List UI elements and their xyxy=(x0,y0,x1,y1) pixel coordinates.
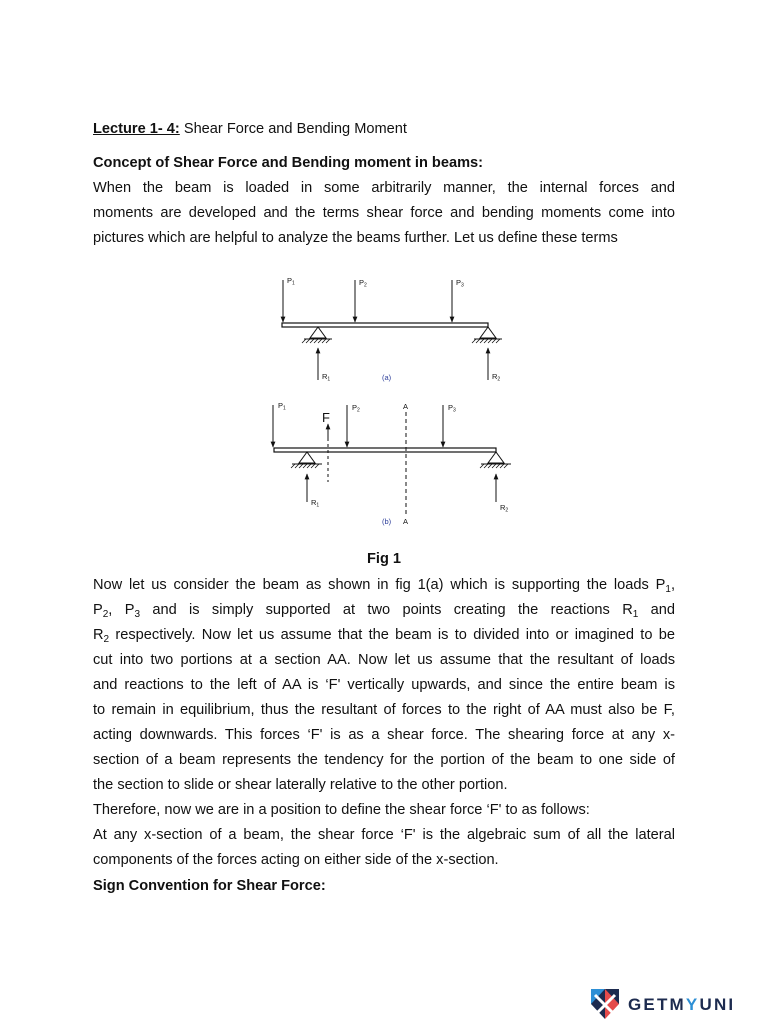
para2-line-8: section of a beam represents the tendency for the portion of the beam to one side of xyxy=(93,752,675,768)
shear-force-label: F xyxy=(322,410,330,425)
para2-line-6: to remain in equilibrium, thus the resultant of forces to the right of AA must also be F, xyxy=(93,702,675,718)
load-p2-label-a: $P_2$ xyxy=(359,278,367,289)
load-p3-label-a: $P_3$ xyxy=(456,278,464,289)
intro-line-3: pictures which are helpful to analyze the beams further. Let us define these terms xyxy=(93,230,618,246)
caption-a: (a) xyxy=(382,373,392,382)
para2-line-9: the section to slide or shear laterally relative to the other portion. xyxy=(93,777,508,793)
figure-caption: Fig 1 xyxy=(366,551,402,567)
support-left-a xyxy=(302,327,332,343)
section-a-top-label: A xyxy=(403,402,409,411)
load-p3-label-b: $P_3$ xyxy=(448,403,456,414)
para2-line-1: Now let us consider the beam as shown in fig 1(a) which is supporting the loads $P_1$, xyxy=(93,577,675,595)
para2-line-4: cut into two portions at a section AA. Now let us assume that the resultant of loads xyxy=(93,652,675,668)
beam-figure xyxy=(260,268,520,530)
reaction-r1-label-a: $R_1$ xyxy=(322,372,331,383)
lecture-label: Lecture 1- 4: xyxy=(93,121,180,137)
caption-b: (b) xyxy=(382,517,392,526)
beam-b xyxy=(274,448,496,452)
reaction-r2-label-a: $R_2$ xyxy=(492,372,501,383)
beam-a xyxy=(282,323,488,327)
para4-line-1: At any x-section of a beam, the shear force ‘F' is the algebraic sum of all the lateral xyxy=(93,827,675,843)
reaction-r2-label-b: $R_2$ xyxy=(500,503,509,514)
lecture-title: Shear Force and Bending Moment xyxy=(179,121,407,137)
para3-line: Therefore, now we are in a position to define the shear force ‘F' to as follows: xyxy=(93,802,590,818)
sign-convention-heading: Sign Convention for Shear Force: xyxy=(93,878,326,894)
load-p2-label-b: $P_2$ xyxy=(352,403,360,414)
beam-diagram-b xyxy=(273,401,511,526)
lecture-header xyxy=(93,120,407,138)
para4-line-2: components of the forces acting on either side of the x-section. xyxy=(93,852,499,868)
section-a-bottom-label: A xyxy=(403,517,409,526)
section-heading: Concept of Shear Force and Bending moment in beams: xyxy=(93,155,484,171)
getmyuni-logo[interactable] xyxy=(590,986,740,1022)
para2-line-7: acting downwards. This forces ‘F' is as a shear force. The shearing force at any x- xyxy=(93,727,675,743)
para2-line-2: $P_2$, $P_3$ and is simply supported at two points creating the reactions $R_1$ and xyxy=(93,602,675,620)
support-right-a xyxy=(472,327,502,343)
load-p1-label-a: $P_1$ xyxy=(287,276,295,287)
intro-line-2: moments are developed and the terms shear force and bending moments come into xyxy=(93,205,675,221)
intro-line-1: When the beam is loaded in some arbitrarily manner, the internal forces and xyxy=(93,180,675,196)
logo-text: GETMYUNI xyxy=(628,995,736,1014)
reaction-r1-label-b: $R_1$ xyxy=(311,498,320,509)
para2-line-5: and reactions to the left of AA is ‘F' vertically upwards, and since the entire beam is xyxy=(93,677,675,693)
support-left-b xyxy=(291,452,322,468)
logo-mark-icon xyxy=(591,989,619,1019)
para2-line-3: $R_2$ respectively. Now let us assume that the beam is to divided into or imagined to be xyxy=(93,627,675,645)
beam-diagram-a xyxy=(282,276,502,383)
load-p1-label-b: $P_1$ xyxy=(278,401,286,412)
support-right-b xyxy=(480,452,511,468)
